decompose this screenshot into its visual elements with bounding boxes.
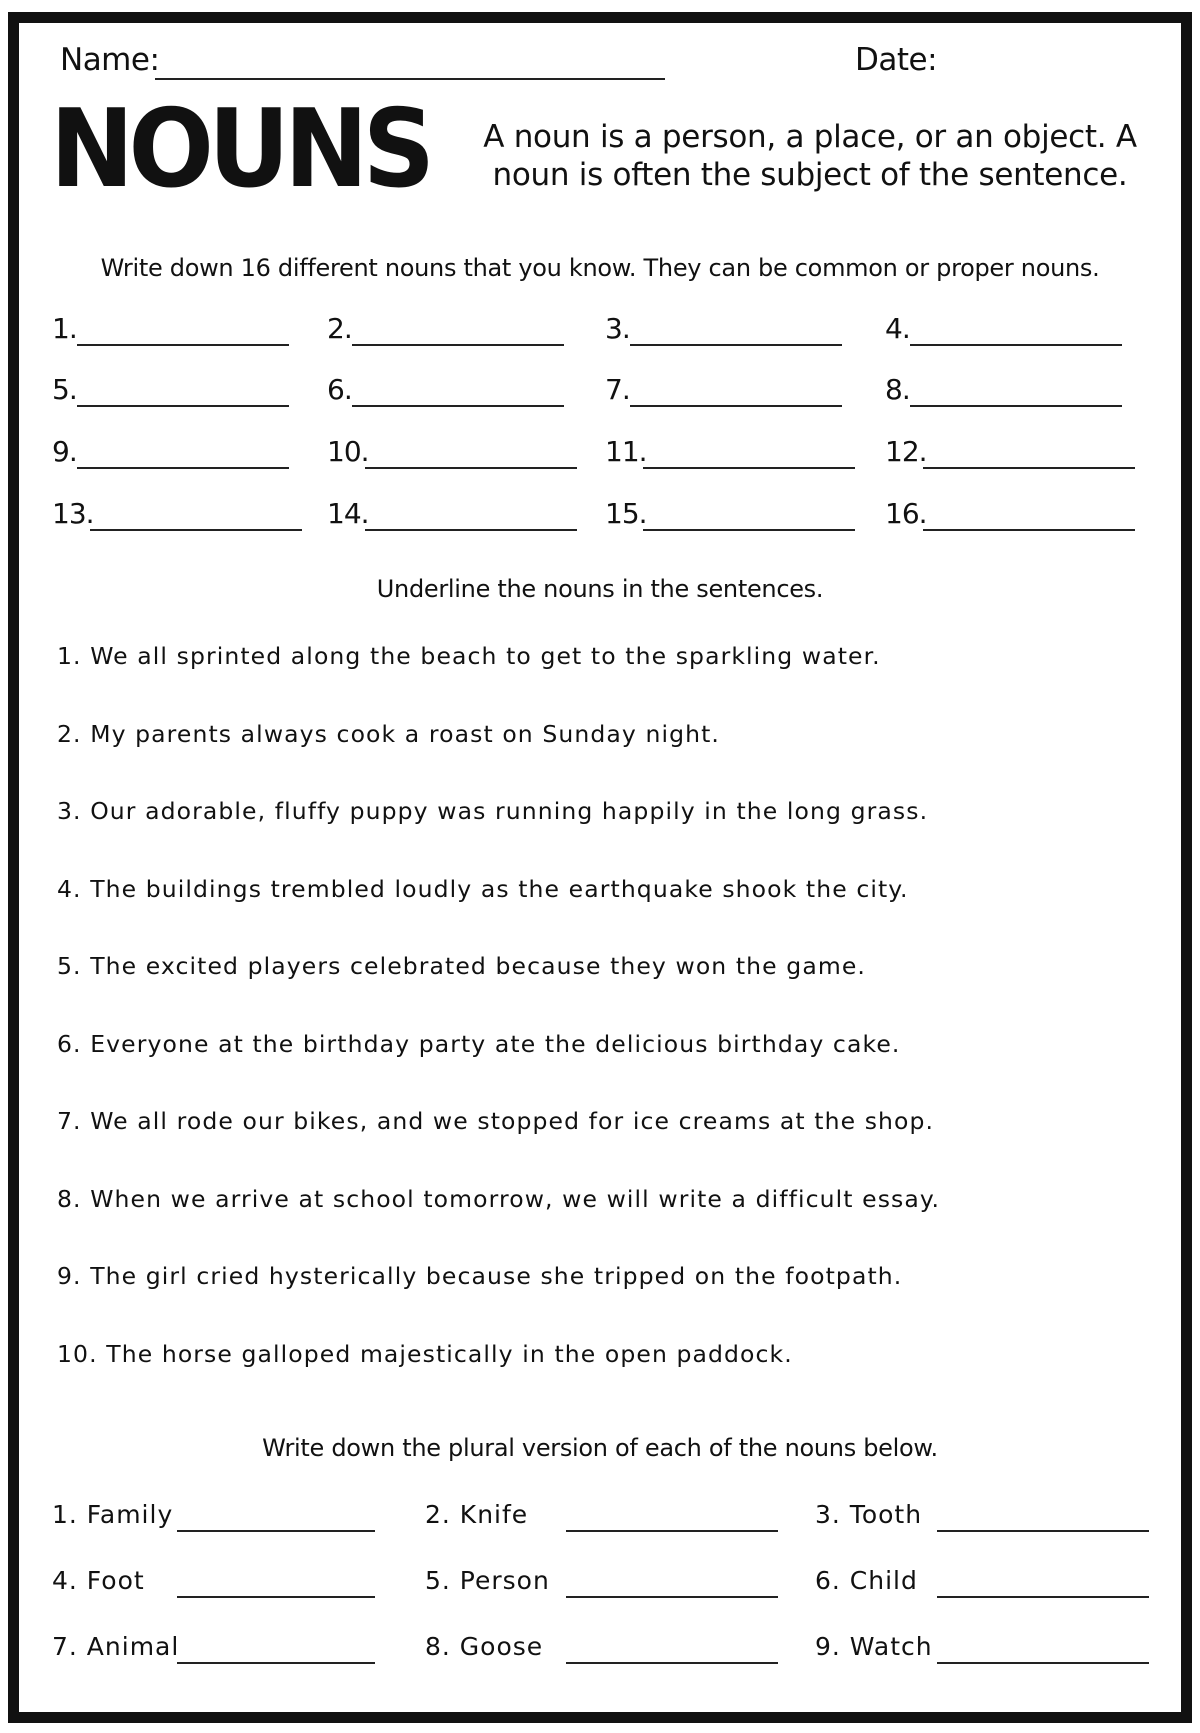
noun-answer-line[interactable] bbox=[923, 529, 1135, 531]
noun-answer-line[interactable] bbox=[910, 344, 1122, 346]
noun-answer-line[interactable] bbox=[77, 467, 289, 469]
plural-answer-line[interactable] bbox=[177, 1530, 375, 1532]
noun-answer-line[interactable] bbox=[352, 344, 564, 346]
noun-number-label: 9. bbox=[52, 435, 77, 468]
noun-answer-line[interactable] bbox=[90, 529, 302, 531]
sentence-item[interactable]: 3. Our adorable, fluffy puppy was running happily in the long grass. bbox=[57, 797, 929, 825]
noun-number-label: 2. bbox=[327, 312, 352, 345]
sentence-item[interactable]: 5. The excited players celebrated because they won the game. bbox=[57, 952, 866, 980]
noun-answer-line[interactable] bbox=[643, 529, 855, 531]
noun-number-label: 13. bbox=[52, 497, 94, 530]
section3-instruction: Write down the plural version of each of the nouns below. bbox=[262, 1434, 938, 1462]
plural-answer-line[interactable] bbox=[566, 1662, 778, 1664]
noun-answer-line[interactable] bbox=[630, 344, 842, 346]
noun-number-label: 8. bbox=[885, 373, 910, 406]
plural-answer-line[interactable] bbox=[937, 1596, 1149, 1598]
section2-instruction: Underline the nouns in the sentences. bbox=[376, 575, 824, 603]
noun-answer-line[interactable] bbox=[365, 529, 577, 531]
noun-number-label: 3. bbox=[605, 312, 630, 345]
noun-answer-line[interactable] bbox=[77, 344, 289, 346]
noun-number-label: 5. bbox=[52, 373, 77, 406]
noun-number-label: 11. bbox=[605, 435, 647, 468]
sentence-item[interactable]: 8. When we arrive at school tomorrow, we will write a difficult essay. bbox=[57, 1184, 941, 1213]
noun-answer-line[interactable] bbox=[365, 467, 577, 469]
sentence-item[interactable]: 6. Everyone at the birthday party ate the delicious birthday cake. bbox=[57, 1029, 901, 1058]
plural-answer-line[interactable] bbox=[177, 1596, 375, 1598]
plural-noun-label: 2. Knife bbox=[425, 1500, 529, 1529]
noun-definition: A noun is a person, a place, or an object. A noun is often the subject of the sentence. bbox=[483, 119, 1137, 193]
noun-answer-line[interactable] bbox=[352, 405, 564, 407]
plural-noun-label: 9. Watch bbox=[815, 1632, 933, 1661]
noun-number-label: 16. bbox=[885, 497, 927, 530]
sentence-item[interactable]: 9. The girl cried hysterically because she tripped on the footpath. bbox=[57, 1262, 903, 1290]
noun-answer-line[interactable] bbox=[77, 405, 289, 407]
plural-noun-label: 3. Tooth bbox=[815, 1500, 923, 1529]
noun-number-label: 7. bbox=[605, 373, 630, 406]
noun-answer-line[interactable] bbox=[910, 405, 1122, 407]
sentence-item[interactable]: 1. We all sprinted along the beach to get to the sparkling water. bbox=[57, 642, 881, 670]
section1-instruction: Write down 16 different nouns that you know. They can be common or proper nouns. bbox=[100, 254, 1100, 282]
plural-noun-label: 4. Foot bbox=[52, 1566, 145, 1595]
sentence-item[interactable]: 4. The buildings trembled loudly as the earthquake shook the city. bbox=[57, 874, 909, 903]
sentence-item[interactable]: 10. The horse galloped majestically in the open paddock. bbox=[57, 1339, 793, 1368]
plural-noun-label: 7. Animal bbox=[52, 1632, 180, 1661]
sentence-item[interactable]: 2. My parents always cook a roast on Sunday night. bbox=[57, 719, 720, 748]
plural-noun-label: 8. Goose bbox=[425, 1632, 544, 1661]
noun-number-label: 6. bbox=[327, 373, 352, 406]
noun-number-label: 1. bbox=[52, 312, 77, 345]
plural-answer-line[interactable] bbox=[177, 1662, 375, 1664]
noun-answer-line[interactable] bbox=[643, 467, 855, 469]
noun-answer-line[interactable] bbox=[923, 467, 1135, 469]
noun-number-label: 12. bbox=[885, 435, 927, 468]
page-title: NOUNS bbox=[50, 87, 430, 212]
plural-noun-label: 6. Child bbox=[815, 1566, 918, 1595]
plural-answer-line[interactable] bbox=[566, 1596, 778, 1598]
name-line[interactable] bbox=[155, 78, 665, 80]
plural-answer-line[interactable] bbox=[937, 1662, 1149, 1664]
noun-number-label: 10. bbox=[327, 435, 369, 468]
noun-number-label: 15. bbox=[605, 497, 647, 530]
sentence-item[interactable]: 7. We all rode our bikes, and we stopped for ice creams at the shop. bbox=[57, 1107, 935, 1135]
plural-answer-line[interactable] bbox=[937, 1530, 1149, 1532]
plural-noun-label: 5. Person bbox=[425, 1566, 550, 1595]
noun-number-label: 4. bbox=[885, 312, 910, 345]
plural-answer-line[interactable] bbox=[566, 1530, 778, 1532]
noun-number-label: 14. bbox=[327, 497, 369, 530]
date-label: Date: bbox=[855, 42, 938, 78]
plural-noun-label: 1. Family bbox=[52, 1500, 174, 1529]
name-label: Name: bbox=[60, 42, 160, 78]
noun-answer-line[interactable] bbox=[630, 405, 842, 407]
